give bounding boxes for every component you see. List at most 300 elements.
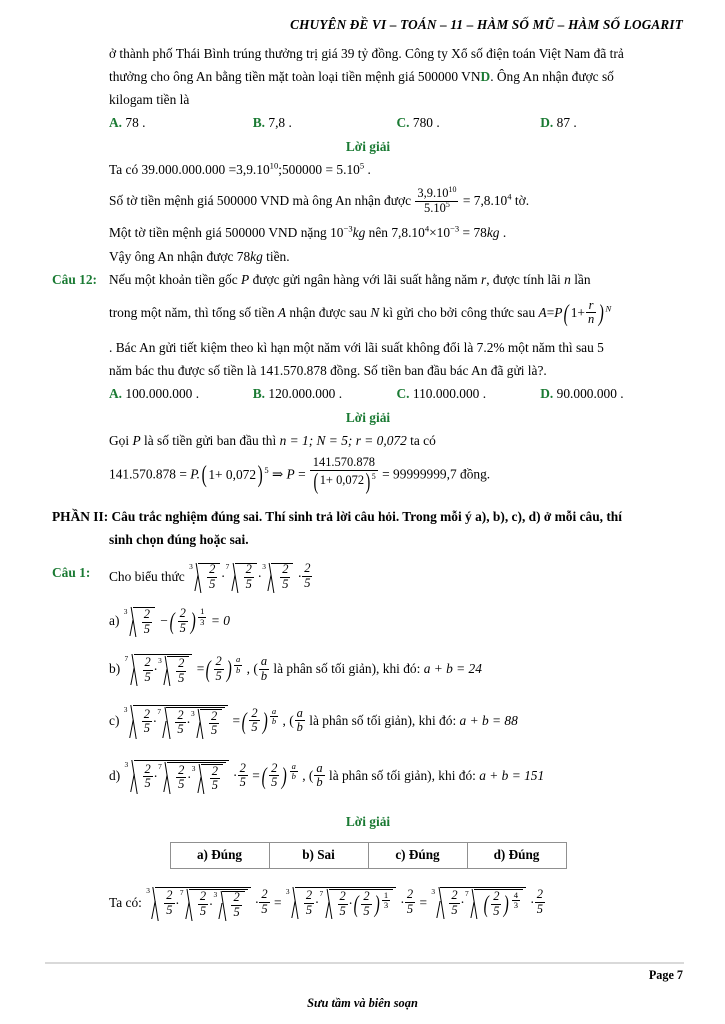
- q12-option-b[interactable]: [253, 384, 397, 405]
- q11-sol3-vnd: VND: [268, 225, 298, 241]
- q11-sol3-end: .: [502, 225, 507, 241]
- q12-option-c[interactable]: [397, 384, 541, 405]
- question-12-label: Câu 12:: [52, 272, 98, 288]
- radical-body: [295, 887, 396, 919]
- q11-option-b-letter: B.: [252, 114, 266, 130]
- q12-stem2-c: kì gửi cho bởi công thức sau: [382, 305, 536, 321]
- q1-stem: [109, 563, 684, 593]
- q1-worked-expr-3: [430, 887, 546, 919]
- frac-den: 5: [199, 903, 207, 918]
- q11-sol3-nang: nặng: [300, 225, 327, 241]
- paren-right: ): [374, 891, 380, 919]
- q1-item-d[interactable]: [109, 760, 684, 794]
- q12-option-d[interactable]: [540, 384, 684, 405]
- frac-den: 5: [239, 775, 246, 790]
- q12-sol2-den-exp: 5: [371, 471, 376, 481]
- q12-compound-interest-formula: [538, 297, 612, 327]
- frac-num: 2: [215, 654, 222, 669]
- fraction-2-5: [142, 708, 152, 736]
- q11-sol1-end: .: [367, 161, 371, 177]
- q1-item-d-exponent: [289, 761, 299, 782]
- frac-den: 5: [215, 668, 222, 683]
- q1-item-a-paren: [168, 608, 197, 636]
- expr-dot-2: ·: [257, 568, 262, 584]
- q1-item-c-note-text: là phân số tối giản), khi đó:: [309, 713, 457, 729]
- part-2-heading: [52, 507, 684, 551]
- q11-sol3-kg: kg: [352, 225, 366, 241]
- q11-sol1-sep: ;: [278, 161, 282, 177]
- frac-num: 1: [200, 606, 205, 617]
- q11-sol1-pre: Ta có: [109, 161, 139, 177]
- q1-item-b-eq: =: [196, 661, 205, 677]
- document-body: [52, 44, 684, 922]
- frac-den: 5: [144, 669, 151, 684]
- radical-sign: [232, 563, 239, 593]
- q12-formula-lhs: A: [538, 305, 547, 321]
- frac-den: 3: [200, 616, 205, 627]
- paren-inner: [213, 656, 225, 684]
- q11-line-1: ở thành phố Thái Bình trúng thưởng trị giá 39 tỷ đồng. Công ty Xổ số điện toán Việt Nam đã trả: [109, 46, 624, 61]
- frac-den: 5: [493, 903, 500, 918]
- exponent-fraction-ab: [234, 655, 242, 675]
- paren-inner: [177, 608, 189, 636]
- q12-stem-line-1: [109, 270, 684, 291]
- radical-3-outer: [124, 705, 228, 739]
- expr-dot-1: ·: [221, 568, 225, 584]
- q12-sol1-r: r = 0,072: [355, 432, 407, 448]
- q11-sol2-mid: mà ông An nhận được: [292, 193, 412, 209]
- q1-item-d-note-text: là phân số tối giản), khi đó:: [328, 768, 476, 784]
- q12-sol2-P2: P: [286, 466, 295, 482]
- frac-num: 2: [451, 888, 458, 903]
- q12-stem1-b: được gửi ngân hàng với lãi suất hằng năm: [252, 272, 478, 288]
- paren-left: (: [313, 467, 319, 494]
- frac-den: b: [236, 664, 241, 675]
- part-2-line-2: sinh chọn đúng hoặc sai.: [109, 531, 249, 547]
- frac-num: a: [296, 706, 303, 720]
- footer-divider: [45, 962, 684, 964]
- expr-dot: ·: [187, 770, 191, 786]
- frac-num: 2: [536, 887, 543, 902]
- radical-cube: [124, 607, 155, 637]
- radical-7: [125, 654, 193, 686]
- q1-item-b[interactable]: [109, 654, 684, 686]
- q11-option-b-value: 7,8 .: [268, 114, 292, 130]
- q11-sol2-vnd: VND: [260, 193, 290, 209]
- paren-right: ): [365, 467, 371, 494]
- radical-sign: [471, 889, 478, 919]
- q12-sol-line-1: [109, 431, 684, 452]
- q1-stem-text: Cho biểu thức: [109, 568, 185, 584]
- q12-formula-plus: +: [577, 305, 585, 321]
- q1-worked-expr-1: [145, 886, 274, 919]
- q11-option-b[interactable]: [253, 113, 397, 134]
- answer-cell-a: a) Đúng: [170, 842, 269, 868]
- q11-option-c[interactable]: [397, 113, 541, 134]
- frac-den: 5: [178, 777, 185, 792]
- fraction-2-5: [176, 764, 186, 792]
- q1-item-d-label: d): [109, 768, 121, 784]
- paren-left: (: [483, 891, 489, 919]
- frac-den: 5: [251, 720, 258, 735]
- q12-option-b-letter: B.: [252, 385, 266, 401]
- paren-inner: [490, 889, 502, 920]
- radical-sign: [163, 707, 170, 739]
- q12-sol2-P: P.: [190, 466, 201, 482]
- frac-num: 2: [178, 656, 185, 671]
- q11-line2-d: D: [480, 68, 491, 84]
- frac-den: b: [296, 720, 303, 735]
- q12-solution-heading: Lời giải: [345, 409, 391, 425]
- q12-stem-line-2: [109, 297, 684, 328]
- expr-dot: ·: [153, 662, 158, 678]
- expr-dot: ·: [315, 895, 319, 911]
- fraction-2-5: [280, 563, 290, 591]
- fraction-2-5: [231, 891, 241, 919]
- frac-den: 5: [211, 778, 218, 793]
- q11-sol2-den-exp: 5: [445, 199, 450, 209]
- q11-sol2-num-exp: 10: [448, 185, 457, 195]
- q12-sol-line-2: [109, 455, 684, 494]
- q1-item-b-note-fraction: [259, 655, 269, 683]
- expr-dot-tail: ·: [233, 768, 237, 784]
- q11-option-c-value: 780 .: [412, 114, 440, 130]
- paren-left: (: [241, 708, 247, 736]
- frac-num: 2: [210, 709, 218, 723]
- q12-sol1-N: N = 5;: [316, 432, 353, 448]
- q1-expression: [188, 561, 313, 591]
- q1-worked-eq-2: =: [419, 894, 428, 910]
- radical-sign: [164, 762, 171, 794]
- q12-stem2-N: N: [370, 305, 380, 321]
- q1-item-a-expression: [123, 606, 230, 636]
- q11-sol1-c: 500000: [281, 161, 323, 177]
- q12-formula-one: 1: [570, 305, 578, 321]
- q12-option-d-letter: D.: [540, 385, 554, 401]
- paren-left: (: [353, 891, 359, 919]
- frac-den: 5: [261, 901, 268, 916]
- part-2-line-1: PHẦN II: Câu trắc nghiệm đúng sai. Thí sinh trả lời câu hỏi. Trong mỗi ý a), b), c), d) ở mỗi câu, thí: [52, 508, 622, 524]
- question-1-label: Câu 1:: [52, 564, 91, 580]
- q1-item-b-note-text: là phân số tối giản), khi đó:: [273, 661, 421, 677]
- frac-den: 5: [406, 901, 414, 916]
- radical-body: [329, 889, 394, 919]
- q12-formula-num: r: [588, 297, 594, 312]
- q1-worked-prefix: Ta có:: [109, 894, 142, 910]
- radical-body: [166, 707, 225, 739]
- q11-sol3-pre: Một tờ tiền mệnh giá: [109, 225, 222, 241]
- q12-option-d-value: 90.000.000 .: [556, 385, 624, 401]
- radical-sign: [131, 760, 138, 794]
- expr-dot-tail: ·: [400, 894, 404, 910]
- frac-num: 2: [143, 707, 150, 721]
- q1-item-c-eq: =: [232, 713, 241, 729]
- q12-formula-den: n: [587, 312, 595, 327]
- worked-exponent-2: [511, 889, 521, 910]
- frac-num: 2: [166, 888, 173, 903]
- radical-body: [440, 887, 526, 919]
- expr-dot-tail: ·: [255, 894, 259, 910]
- radical-sign: [197, 709, 204, 739]
- q11-sol2-eq: =: [462, 193, 471, 209]
- frac-num: 1: [383, 889, 389, 900]
- exponent-fraction: [198, 607, 206, 627]
- q12-solution-body: [109, 431, 684, 493]
- q1-item-b-exponent: [233, 654, 243, 675]
- expr-dot-tail: ·: [530, 894, 534, 910]
- q12-sol1-P: P: [132, 432, 141, 448]
- frac-den: b: [271, 716, 277, 727]
- q1-item-a-exponent: [197, 606, 207, 627]
- fraction-2-5: [210, 765, 220, 793]
- expr-dot: ·: [209, 896, 213, 912]
- q12-sol2-lhs: 141.570.878: [109, 466, 176, 482]
- frac-num: 2: [143, 607, 150, 622]
- q11-solution-heading: Lời giải: [345, 138, 391, 154]
- frac-num: 2: [245, 562, 252, 577]
- worked-exponent-1: [381, 889, 391, 910]
- radical-3-outer: [125, 760, 229, 794]
- paren-inner: [268, 760, 280, 791]
- fraction-2-5: [209, 710, 219, 738]
- q11-sol3-res: 78: [473, 225, 487, 241]
- worked-paren: [482, 889, 511, 920]
- radical-index-3: 3: [123, 607, 128, 617]
- radical-index-7: 7: [225, 562, 230, 572]
- q11-option-c-letter: C.: [396, 114, 410, 130]
- frac-den: 5: [245, 576, 252, 591]
- q1-item-b-label: b): [109, 661, 121, 677]
- question-1: [52, 563, 684, 593]
- q1-item-b-expression: [124, 654, 247, 685]
- q1-worked-expr-2: [285, 887, 420, 919]
- q12-sol2-eq: =: [179, 466, 187, 482]
- expr-tail-fraction: [302, 562, 312, 590]
- q12-stem2-a: trong một năm, thì tổng số tiền: [109, 305, 275, 321]
- q12-sol2-paren: [200, 460, 264, 488]
- q12-sol1-c: ta có: [410, 432, 436, 448]
- frac-num: 2: [178, 762, 185, 777]
- radical-index-3: 3: [285, 887, 290, 897]
- expr-dot: ·: [460, 895, 464, 911]
- q11-sol2-res-exp: 4: [507, 192, 512, 202]
- q11-sol4-post: tiền.: [266, 249, 290, 265]
- radical-3-inner: [192, 764, 223, 794]
- radical-3-inner: [213, 891, 244, 921]
- radical-body: [474, 889, 523, 919]
- q11-sol1-eq: =: [228, 161, 237, 177]
- q1-solution-heading: Lời giải: [345, 814, 391, 830]
- q12-sol2-exp: 5: [264, 464, 269, 475]
- q11-sol4-val: 78: [236, 249, 251, 265]
- question-11-continuation: [109, 44, 684, 111]
- q12-option-a-letter: A.: [109, 385, 123, 401]
- q12-sol2-eq2: =: [298, 466, 306, 482]
- q11-option-d[interactable]: [540, 113, 684, 134]
- paren-left: (: [169, 608, 176, 636]
- worked-tail-fraction: [535, 888, 545, 916]
- radical-index-3: 3: [123, 705, 128, 715]
- expr-dot: ·: [175, 895, 179, 911]
- q11-sol2-pre: Số tờ tiền mệnh giá: [109, 193, 214, 209]
- q12-options: [109, 384, 684, 405]
- paren-right: ): [190, 608, 196, 636]
- q1-item-d-expression: [124, 760, 303, 793]
- paren-left: (: [201, 460, 207, 488]
- exponent-fraction: [512, 891, 520, 911]
- frac-den: b: [316, 775, 323, 790]
- expr-dot: ·: [153, 769, 158, 785]
- q11-sol1-b-exp: 10: [269, 160, 279, 171]
- frac-num: 2: [282, 562, 289, 577]
- q12-stem1-n: n: [564, 272, 571, 288]
- answer-cell-b: b) Sai: [269, 842, 368, 868]
- q1-item-c[interactable]: [109, 705, 684, 739]
- paren-left: (: [261, 762, 267, 790]
- frac-den: 5: [179, 620, 186, 635]
- frac-den: 5: [166, 902, 173, 917]
- radical-sign: [292, 887, 299, 919]
- exponent-fraction-ab: [270, 707, 278, 727]
- exponent-fraction-ab: [290, 762, 298, 782]
- frac-num: 2: [211, 763, 218, 778]
- q12-stem-line-3: . Bác An gửi tiết kiệm theo kì hạn một năm với lãi suất không đổi là 7.2% một năm thì sau 5: [109, 339, 604, 355]
- frac-den: 5: [282, 576, 289, 591]
- frac-den: 5: [339, 903, 346, 918]
- fraction-2-5: [198, 890, 208, 918]
- expr-dot-3: ·: [297, 568, 302, 584]
- fraction-2-5: [491, 890, 501, 918]
- q12-option-c-value: 110.000.000 .: [412, 385, 487, 401]
- q1-item-a[interactable]: [109, 607, 684, 637]
- q11-sol2-amount: 500000: [216, 193, 258, 209]
- frac-den: 5: [305, 902, 313, 917]
- radical-sign: [152, 887, 159, 921]
- expr-dot: ·: [186, 715, 190, 731]
- q11-option-d-letter: D.: [540, 114, 554, 130]
- radical-index-3: 3: [190, 709, 195, 719]
- q11-sol-line-3: [109, 223, 684, 244]
- q11-line2-post: . Ông An nhận được số: [490, 68, 614, 84]
- fraction-2-5: [143, 763, 153, 791]
- radical-3: [158, 656, 189, 686]
- q12-formula-inner: [570, 297, 598, 328]
- q12-option-a-value: 100.000.000 .: [125, 385, 200, 401]
- q12-formula-eq: =: [546, 305, 555, 321]
- q1-item-b-note-open: , (: [246, 661, 258, 677]
- q12-formula-P: P: [554, 305, 563, 321]
- radical-index-3: 3: [262, 562, 266, 572]
- radical-7-mid: [157, 707, 225, 739]
- q11-sol1-a: 39.000.000.000: [141, 161, 226, 177]
- frac-den: 5: [233, 904, 240, 919]
- q12-stem1-r: r: [480, 272, 487, 288]
- q12-stem1-a: Nếu một khoản tiền gốc: [109, 272, 238, 288]
- q12-stem-line-4: năm bác thu được số tiền là 141.570.878 đồng. Số tiền ban đầu bác An đã gửi là?.: [109, 362, 547, 378]
- paren-right: ): [226, 656, 232, 684]
- q12-stem1-d: lần: [574, 272, 591, 288]
- q11-sol3-w: 10: [330, 225, 344, 241]
- frac-den: 5: [177, 722, 184, 737]
- radical-index-3: 3: [146, 886, 150, 896]
- frac-num: 2: [304, 561, 311, 576]
- q11-sol4-kg: kg: [250, 249, 263, 265]
- fraction-2-5: [304, 889, 314, 917]
- q1-item-a-result: = 0: [210, 613, 230, 629]
- radical-sign: [326, 889, 333, 919]
- worked-tail-fraction: [259, 888, 269, 916]
- q1-item-d-tail-fraction: [238, 762, 248, 790]
- radical-7-mid: [465, 889, 523, 919]
- q1-worked-eq-1: =: [274, 894, 282, 910]
- frac-num: a: [291, 761, 296, 772]
- page-number: Page 7: [648, 968, 683, 982]
- radical-sign: [437, 887, 444, 919]
- fraction-2-5: [361, 890, 371, 918]
- answer-cell-c: c) Đúng: [368, 842, 467, 868]
- frac-num: 2: [209, 562, 216, 577]
- q12-sol1-b: là số tiền gửi ban đầu thì: [144, 432, 277, 448]
- q11-sol2-den-base: 5.10: [424, 200, 446, 215]
- q12-formula-exp: N: [605, 303, 612, 314]
- q11-sol2-res: 7,8.10: [473, 193, 508, 209]
- q1-item-d-eq: =: [252, 768, 260, 784]
- frac-den: b: [260, 668, 268, 683]
- q11-sol3-w-exp: −3: [343, 223, 353, 234]
- q12-option-b-value: 120.000.000 .: [268, 385, 343, 401]
- fraction-2-5: [244, 563, 254, 591]
- q11-sol3-eq: =: [462, 225, 471, 241]
- q11-sol3-amount: 500000: [225, 225, 266, 241]
- q1-item-b-result: a + b = 24: [423, 661, 482, 677]
- q12-sol2-eq3: =: [382, 466, 390, 482]
- q12-formula-fraction: [586, 299, 596, 327]
- q1-item-a-minus: −: [159, 613, 169, 629]
- radical-7-mid: [180, 889, 248, 921]
- frac-den: 5: [178, 670, 185, 685]
- q12-option-a[interactable]: [109, 384, 253, 405]
- q11-sol3-calc-a-exp: 4: [424, 223, 430, 234]
- q12-sol2-res: 99999999,7: [393, 466, 457, 482]
- paren-left: (: [564, 299, 570, 327]
- radical-index-3: 3: [191, 764, 196, 774]
- q11-sol2-frac-den: [415, 201, 458, 215]
- question-12: [52, 270, 684, 382]
- q11-option-a[interactable]: [109, 113, 253, 134]
- q11-sol2-frac-num: [415, 187, 458, 200]
- footer-credit: Sưu tầm và biên soạn: [307, 996, 418, 1010]
- frac-den: 5: [143, 621, 150, 636]
- answer-cell-d: d) Đúng: [467, 842, 566, 868]
- worked-tail-fraction: [405, 888, 415, 916]
- frac-num: 2: [406, 887, 414, 902]
- radical-body: [134, 760, 229, 794]
- fraction-2-5: [142, 608, 152, 636]
- radical-sign: [131, 654, 138, 686]
- radical-sign: [195, 563, 202, 593]
- q1-item-c-result: a + b = 88: [459, 713, 518, 729]
- frac-num: a: [316, 760, 323, 775]
- radical-sign: [130, 607, 137, 637]
- radical-3-inner: [191, 709, 222, 739]
- radical-index-3: 3: [189, 562, 193, 572]
- q1-item-c-note-fraction: [295, 707, 305, 735]
- q12-sol2-base: 1+ 0,072: [208, 466, 257, 482]
- fraction-2-5: [338, 890, 348, 918]
- paren-right: ): [504, 891, 510, 919]
- q12-option-c-letter: C.: [396, 385, 410, 401]
- radical-body: [189, 889, 248, 921]
